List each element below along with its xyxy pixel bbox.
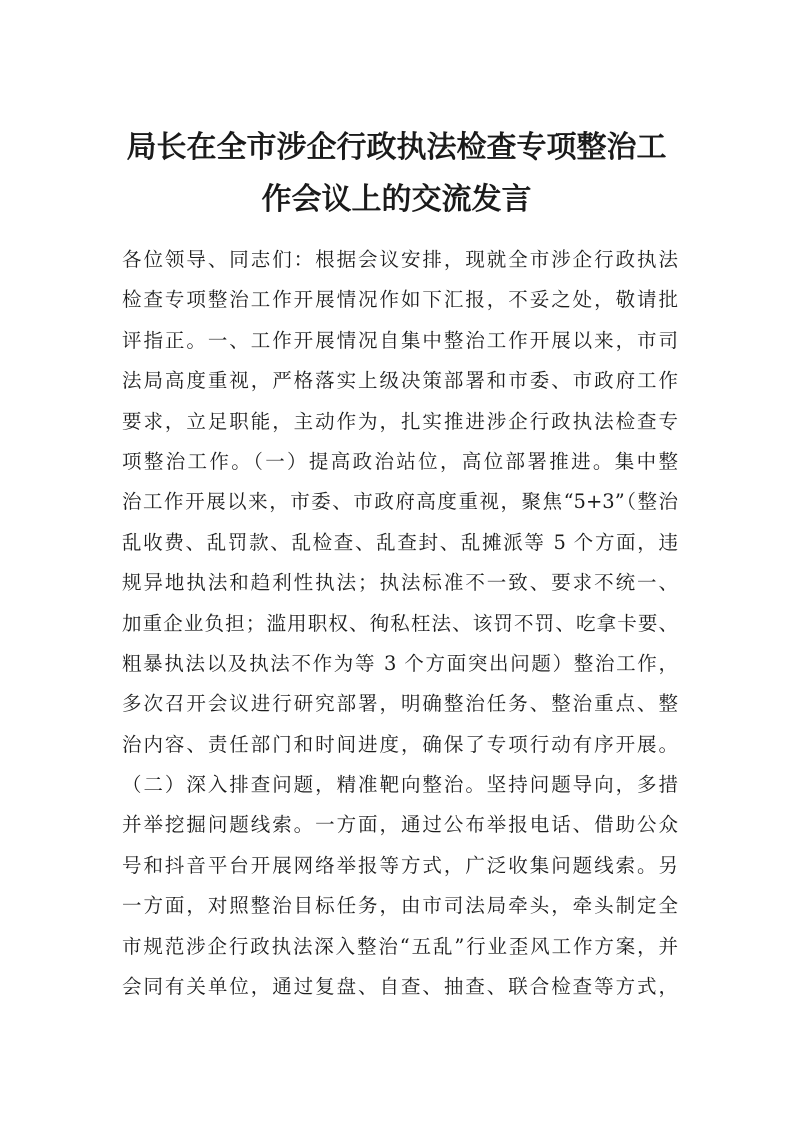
body-line: 评指正。一、工作开展情况自集中整治工作开展以来，市司 xyxy=(122,328,678,352)
body-line: 加重企业负担；滥用职权、徇私枉法、该罚不罚、吃拿卡要、 xyxy=(122,611,678,635)
body-line: 治工作开展以来，市委、市政府高度重视，聚焦“5+3”（整治 xyxy=(122,490,678,514)
body-line: 乱收费、乱罚款、乱检查、乱查封、乱摊派等 5 个方面，违 xyxy=(122,530,678,554)
body-line: 治内容、责任部门和时间进度，确保了专项行动有序开展。 xyxy=(122,732,678,756)
body-line: 并举挖掘问题线索。一方面，通过公布举报电话、借助公众 xyxy=(122,813,678,837)
body-line: 各位领导、同志们：根据会议安排，现就全市涉企行政执法 xyxy=(122,248,678,271)
body-line: 项整治工作。（一）提高政治站位，高位部署推进。集中整 xyxy=(122,449,678,473)
body-line: 规异地执法和趋利性执法；执法标准不一致、要求不统一、 xyxy=(122,571,678,595)
body-line: 市规范涉企行政执法深入整治“五乱”行业歪风工作方案，并 xyxy=(122,934,678,958)
body-line: 粗暴执法以及执法不作为等 3 个方面突出问题）整治工作， xyxy=(122,651,678,675)
body-line: 检查专项整治工作开展情况作如下汇报，不妥之处，敬请批 xyxy=(122,288,678,312)
body-line: 法局高度重视，严格落实上级决策部署和市委、市政府工作 xyxy=(122,369,678,393)
body-line: 多次召开会议进行研究部署，明确整治任务、整治重点、整 xyxy=(122,692,678,716)
body-line: 会同有关单位，通过复盘、自查、抽查、联合检查等方式， xyxy=(122,975,678,999)
body-line: （二）深入排查问题，精准靶向整治。坚持问题导向，多措 xyxy=(122,773,678,797)
title-line: 作会议上的交流发言 xyxy=(261,182,532,217)
title-line: 局长在全市涉企行政执法检查专项整治工 xyxy=(126,130,667,165)
document-title xyxy=(100,122,693,226)
body-line: 一方面，对照整治目标任务，由市司法局牵头，牵头制定全 xyxy=(122,894,678,918)
body-line: 要求，立足职能，主动作为，扎实推进涉企行政执法检查专 xyxy=(122,409,678,433)
document-body xyxy=(122,240,678,1007)
body-line: 号和抖音平台开展网络举报等方式，广泛收集问题线索。另 xyxy=(122,853,678,877)
